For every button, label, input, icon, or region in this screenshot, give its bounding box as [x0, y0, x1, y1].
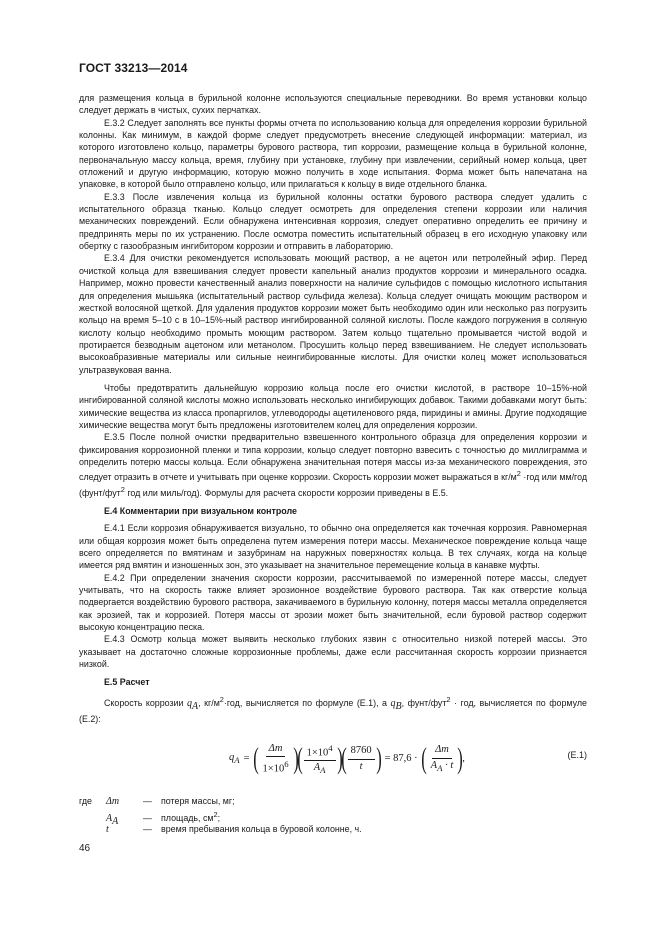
paragraph: Скорость коррозии $q_A$, $кг/м^2\cdot год$, вычисляется по формуле (Е.1), а $q_B$, фунт/фут$^2$ · год, вычисляется по формуле (Е.2): [79, 694, 587, 724]
paragraph: Е.4.2 При определении значения скорости коррозии, рассчитываемой по измеренной потере массы, следует учитывать, что на скорость также влияет эрозионное воздействие бурового раствора. Так как отверстие кольца подвергается воздействию бурового раствора, закачиваемого в бурильную колонну, потеря массы металла определяется как эрозией, так и коррозией. Потеря массы от эрозии может быть значительной, если буровой раствор содержит высокую концентрацию песка. [79, 572, 587, 633]
legend-row: где Δm — потеря массы, мг; [79, 796, 235, 808]
formula-e1 [79, 731, 587, 789]
section-heading: Е.5 Расчет [104, 677, 150, 688]
fraction: $\frac{8760}{t}$ [348, 745, 375, 773]
page-body [79, 92, 587, 837]
paragraph: Е.4.3 Осмотр кольца может выявить несколько глубоких язвин с относительно низкой потерей массы. Это указывает на достаточно сложные коррозионные проблемы, даже если рассчитанная скорость коррозии признается низкой. [79, 634, 587, 670]
paragraph: Чтобы предотвратить дальнейшую коррозию кольца после его очистки кислотой, в растворе 10–15%-ной ингибированной соляной кислоты можно использовать несколько ингибирующих добавок. Такими добавками могут быть: химические вещества из класса пропаргилов, углеводороды ацетиленового ряда, пиридины и амины. Другие подходящие химические вещества могут быть предложены изготовителем колец для определения коррозии. [79, 382, 587, 430]
paragraph: Е.3.5 После полной очистки предварительно взвешенного контрольного образца для определения коррозии и фиксирования коррозионной пленки и типа коррозии, кольцо следует повторно взвесить с точностью до миллиграмма и определить потерю массы кольца. Если обнаружена значительная потеря массы из-за механического повреждения, это следует отразить в отчете и учитывать при оценке коррозии. Скорость коррозии может выражаться в $кг/м^2 \cdot год$ или мм/год (фунт/фут$^2$ год или миль/год). Формулы для расчета скорости коррозии приведены в Е.5. [79, 432, 588, 498]
equation-number: (Е.1) [567, 750, 587, 761]
document-header: ГОСТ 33213—2014 [79, 61, 188, 75]
fraction: $\frac{1\times 10^4}{A_A}$ [304, 742, 336, 777]
paragraph: Е.4.1 Если коррозия обнаруживается визуально, то обычно она определяется как точечная коррозия. Равномерная или общая коррозия может быть определена путем измерения потери массы. Механическое повреждение кольца чаще всего определяется по вмятинам и зазубринам на наружных поверхностях кольца. В тех случаях, когда на кольце имеется ряд вмятин и изношенных зон, это указывает на значительное перемещение кольца в канавке муфты. [79, 523, 587, 571]
fraction: $\frac{\Delta m}{1\times 10^6}$ [262, 742, 289, 775]
formula-expression: $q_A$ = ( $\frac{\Delta m}{1\times 10^6}$ ) ( $\frac{1\times 10^4}{A_A}$ ) ( $\frac{8760}{t}$ ) = 87,6 · ( $\frac{\Delta m}{A_A \cdot t}$ ) , [229, 742, 465, 776]
paragraph: Е.3.2 Следует заполнять все пункты формы отчета по использованию кольца для определения коррозии бурильной колонны. Как минимум, в каждой форме следует предусмотреть внесение следующей информации: материал, из которого изготовлено кольцо, параметры бурового раствора, тип коррозии, размещение кольца в бурильной колонне, первоначальную массу кольца, время, глубину при установке, глубину при извлечении, серийный номер кольца, цвет отложений и другую информацию, которую можно получить в ходе испытания. Форма может быть напечатана на упаковке, в которой было отправлено кольцо, или прилагаться к кольцу в виде отдельного бланка. [79, 117, 587, 190]
formula-legend [79, 795, 587, 837]
legend-row: $A_A$ — площадь, $см^2$; [106, 810, 221, 827]
legend-row: t — время пребывания кольца в буровой колонне, ч. [106, 824, 362, 836]
page-number: 46 [79, 843, 91, 854]
paragraph: для размещения кольца в бурильной колонне используются специальные переводники. Во время установки кольцо следует держать в чистых, сухих перчатках. [79, 93, 587, 116]
fraction: $\frac{\Delta m}{A_A \cdot t}$ [430, 744, 454, 773]
paragraph: Е.3.4 Для очистки рекомендуется использовать моющий раствор, а не ацетон или петролейный эфир. Перед очисткой кольца для взвешивания следует провести капельный анализ продуктов коррозии и минерального осадка. Например, можно провести качественный анализ поверхности на наличие сульфидов с помощью кислотного испытания для определения мышьяка (испытательный раствор сульфида железа). Кольца следует очищать моющим раствором и жесткой волосяной щеткой. Для удаления продуктов коррозии может быть необходимо один или несколько раз погрузить кольцо на время 5–10 с в 10–15%-ный раствор ингибированной соляной кислоты. После каждого погружения в соляную кислоту кольцо необходимо промыть моющим раствором. Затем кольцо тщательно промывается чистой водой и протирается безводным ацетоном или метанолом. Просушить кольцо перед взвешиванием. Не следует использовать высокоабразивные материалы или сильные неингибированные кислоты. Для очистки колец может использоваться ультразвуковая ванна. [79, 253, 587, 375]
paragraph: Е.3.3 После извлечения кольца из бурильной колонны остатки бурового раствора следует удалить с испытательного образца тканью. Кольцо следует осмотреть для определения степени коррозии или наличия механических повреждений. Если обнаружена интенсивная коррозия, следует оперативно определить ее причину и предпринять меры по их устранению. После осмотра поместить испытательный образец в его исходную упаковку или обертку с газообразным ингибитором коррозии и отправить в лабораторию. [79, 191, 587, 252]
section-heading: Е.4 Комментарии при визуальном контроле [104, 505, 297, 516]
